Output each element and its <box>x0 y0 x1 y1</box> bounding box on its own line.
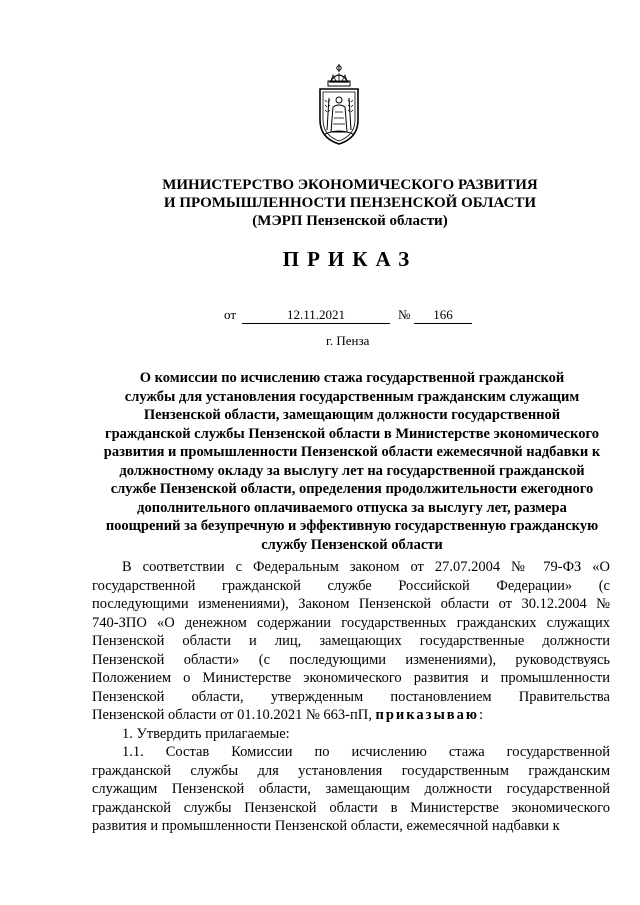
body-line: Пензенской области и лиц, замещающих государственные должности <box>92 633 610 649</box>
subject-line: службы для установления государственным гражданским служащим <box>124 388 580 405</box>
subject-line: О комиссии по исчислению стажа государственной гражданской <box>139 370 565 386</box>
item-1: 1. Утвердить прилагаемые: <box>122 725 290 742</box>
ministry-header <box>100 176 600 230</box>
subject-line: службе Пензенской области, определения продолжительности ежегодного <box>110 481 594 497</box>
ministry-abbreviation: (МЭРП Пензенской области) <box>252 213 448 229</box>
body-text: Пензенской области от 01.10.2021 № 663-пП, <box>92 707 372 723</box>
subject-line: развития и промышленности Пензенской области ежемесячной надбавки к <box>103 444 601 460</box>
item-1-1-line: развития и промышленности Пензенской области, ежемесячной надбавки к <box>92 818 560 834</box>
body-line-last <box>92 706 610 725</box>
item-1-1-line: служащим Пензенской области, замещающим должности государственной <box>92 781 610 797</box>
decree-word: приказываю <box>375 707 479 723</box>
document-body <box>92 558 610 836</box>
item-1-1-line: 1.1. Состав Комиссии по исчислению стажа государственной <box>122 744 610 760</box>
number-prefix: № <box>398 307 411 322</box>
body-line: государственной гражданской службе Российской Федерации» (с <box>92 577 610 594</box>
subject-line: дополнительного оплачиваемого отпуска за выслугу лет, размера <box>137 499 567 516</box>
subject-line: службу Пензенской области <box>261 536 443 553</box>
body-line: последующими изменениями), Законом Пензенской области от 30.12.2004 № <box>92 596 610 612</box>
document-date: 12.11.2021 <box>242 307 390 324</box>
ministry-name-line2: И ПРОМЫШЛЕННОСТИ ПЕНЗЕНСКОЙ ОБЛАСТИ <box>163 195 537 211</box>
body-line: Пензенской области» (с последующими изменениями), руководствуясь <box>92 651 610 668</box>
decree-colon: : <box>478 707 483 723</box>
body-line: В соответствии с Федеральным законом от 27.07.2004 № 79-ФЗ «О <box>122 559 610 575</box>
subject-line: поощрений за безупречную и эффективную государственную гражданскую <box>105 518 599 534</box>
subject-line: гражданской службы Пензенской области в Министерстве экономического <box>105 425 599 442</box>
date-prefix: от <box>224 307 237 322</box>
subject-line: должностному окладу за выслугу лет на государственной гражданской <box>119 462 585 479</box>
document-type-title: ПРИКАЗ <box>282 247 418 271</box>
city-name: г. Пенза <box>326 333 370 348</box>
subject-line: Пензенской области, замещающим должности государственной <box>143 407 561 423</box>
ministry-name-line1: МИНИСТЕРСТВО ЭКОНОМИЧЕСКОГО РАЗВИТИЯ <box>162 177 538 193</box>
item-1-1-line: гражданской службы Пензенской области в Министерстве экономического <box>92 799 610 816</box>
document-number: 166 <box>414 307 472 324</box>
body-line: Пензенской области, утвержденным постановлением Правительства <box>92 688 610 705</box>
item-1-1-line: гражданской службы для установления государственным гражданским <box>92 762 610 779</box>
body-line: Положением о Министерстве экономического развития и промышленности <box>92 670 610 686</box>
document-subject <box>92 369 612 554</box>
body-line: 740-ЗПО «О денежном содержании государственных гражданских служащих <box>92 614 610 631</box>
coat-of-arms-emblem <box>316 62 362 146</box>
